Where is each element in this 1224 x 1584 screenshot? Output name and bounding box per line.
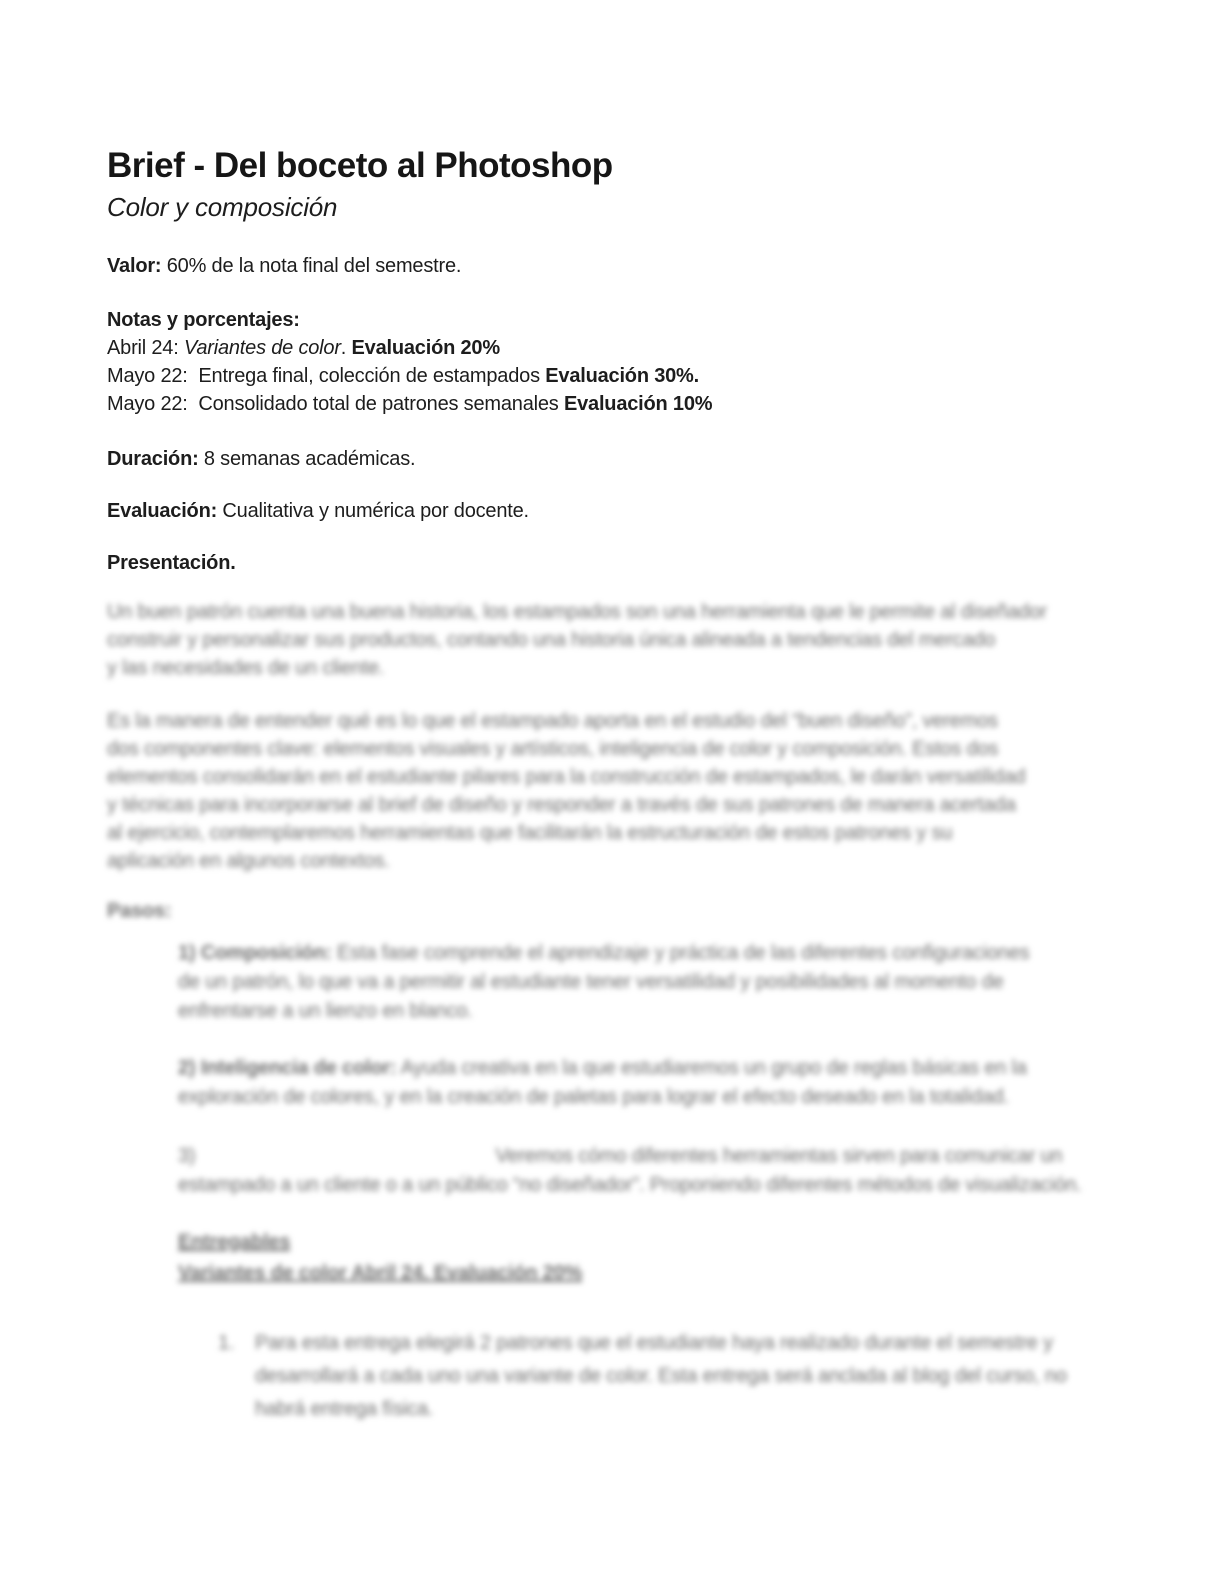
entregables-heading: Entregables [178, 1231, 291, 1253]
redacted-line: y técnicas para incorporarse al brief de diseño y responder a través de sus patrones de manera acertada [107, 794, 1016, 816]
presentacion-heading: Presentación. [107, 552, 236, 574]
paso-2-rest: Ayuda creativa en la que estudiaremos un grupo de reglas básicas en la [396, 1057, 1027, 1079]
item-1-line-2: desarrollará a cada uno una variante de color. Esta entrega será anclada al blog del curso, no [255, 1365, 1067, 1387]
duracion-text: 8 semanas académicas. [198, 448, 416, 470]
redacted-line: y las necesidades de un cliente. [107, 657, 385, 679]
item-1-number: 1. [218, 1332, 235, 1354]
redacted-paragraph-1 [107, 598, 1085, 682]
pasos-heading: Pasos: [107, 900, 172, 922]
notas-heading: Notas y porcentajes: [107, 309, 300, 331]
redacted-line: al ejercicio, contemplaremos herramientas que facilitarán la estructuración de estos patrones y su [107, 822, 953, 844]
numbered-item-1 [218, 1327, 1085, 1426]
paso-1-label: 1) Composición: [178, 942, 332, 964]
notas-line-1-italic: Variantes de color [183, 337, 341, 359]
redacted-line: Un buen patrón cuenta una buena historia, los estampados son una herramienta que le permite al diseñador [107, 601, 1047, 623]
notas-line-2 [107, 362, 1085, 390]
notas-line-1 [107, 334, 1085, 362]
redacted-line: elementos consolidarán en el estudiante pilares para la construcción de estampados, le darán versatilidad [107, 766, 1026, 788]
paso-2-line-1 [178, 1054, 1085, 1083]
notas-line-2-bold: Evaluación 30%. [545, 365, 699, 387]
document-title: Brief - Del boceto al Photoshop [107, 146, 613, 185]
paso-2-line-2: exploración de colores, y en la creación de paletas para lograr el efecto deseado en la totalidad. [178, 1086, 1009, 1108]
notas-line-1-bold: Evaluación 20% [351, 337, 500, 359]
redacted-line: Es la manera de entender qué es lo que el estampado aporta en el estudio del “buen diseño”, veremos [107, 710, 998, 732]
notas-line-1-sep: . [340, 337, 352, 359]
evaluacion-label: Evaluación: [107, 500, 218, 522]
duracion-label: Duración: [107, 448, 199, 470]
notas-line-2-prefix: Mayo 22: Entrega final, colección de estampados [107, 365, 546, 387]
evaluacion-text: Cualitativa y numérica por docente. [217, 500, 529, 522]
paso-1-line-3: enfrentarse a un lienzo en blanco. [178, 1000, 473, 1022]
redacted-paragraph-2 [107, 707, 1085, 875]
paso-item-3 [178, 1142, 1085, 1200]
redacted-line: dos componentes clave: elementos visuales y artísticos, inteligencia de color y composición. Estos dos [107, 738, 999, 760]
paso-item-1 [178, 939, 1085, 1026]
notas-line-3-bold: Evaluación 10% [563, 393, 713, 415]
valor-text: 60% de la nota final del semestre. [161, 255, 462, 277]
valor-line [107, 252, 1085, 280]
valor-label: Valor: [107, 255, 162, 277]
notas-line-3 [107, 390, 1085, 418]
entregables-block [178, 1227, 1085, 1289]
paso-1-line-2: de un patrón, lo que va a permitir al estudiante tener versatilidad y posibilidades al momento de [178, 971, 1004, 993]
document-content [107, 0, 1085, 1426]
duracion-line [107, 445, 1085, 473]
paso-1-line-1 [178, 939, 1085, 968]
paso-item-2 [178, 1054, 1085, 1112]
item-1-line-3: habrá entrega física. [255, 1398, 434, 1420]
notas-line-3-prefix: Mayo 22: Consolidado total de patrones semanales [107, 393, 564, 415]
evaluacion-line [107, 497, 1085, 525]
paso-3-number: 3) [178, 1145, 196, 1167]
item-1-line-1: Para esta entrega elegirá 2 patrones que el estudiante haya realizado durante el semestre y [255, 1332, 1053, 1354]
notas-line-1-prefix: Abril 24: [107, 337, 184, 359]
paso-3-line-2: estampado a un cliente o a un público “no diseñador”. Proponiendo diferentes métodos de visualización. [178, 1174, 1082, 1196]
document-subtitle: Color y composición [107, 192, 338, 222]
paso-2-label: 2) Inteligencia de color: [178, 1057, 397, 1079]
paso-3-text: Veremos cómo diferentes herramientas sirven para comunicar un [495, 1145, 1063, 1167]
paso-3-line-1 [178, 1142, 1085, 1171]
entregables-subheading: Variantes de color Abril 24. Evaluación 20% [178, 1262, 583, 1284]
notas-block [107, 306, 1085, 418]
redacted-line: construir y personalizar sus productos, contando una historia única alineada a tendencias del mercado [107, 629, 996, 651]
paso-1-rest: Esta fase comprende el aprendizaje y práctica de las diferentes configuraciones [331, 942, 1030, 964]
redacted-line: aplicación en algunos contextos. [107, 850, 390, 872]
